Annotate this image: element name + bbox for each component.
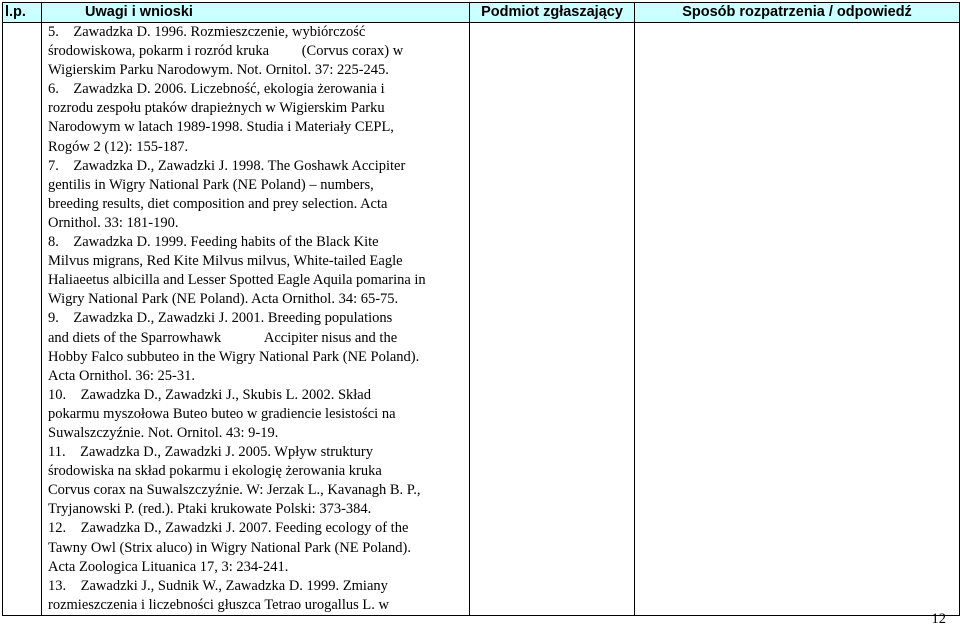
- table-header-row: [3, 3, 960, 23]
- reference-line: rozrodu zespołu ptaków drapieżnych w Wigierskim Parku: [48, 100, 385, 117]
- cell-lp: [3, 23, 42, 616]
- header-uwagi: Uwagi i wnioski: [42, 3, 470, 23]
- reference-line: Wigierskim Parku Narodowym. Not. Ornitol. 37: 225-245.: [48, 62, 389, 79]
- reference-line: Acta Ornithol. 36: 25-31.: [48, 367, 195, 384]
- reference-line: Tawny Owl (Strix aluco) in Wigry National Park (NE Poland).: [48, 539, 411, 556]
- reference-line: and diets of the Sparrowhawk Accipiter nisus and the: [48, 329, 398, 346]
- reference-item: [48, 23, 469, 80]
- reference-item: [48, 233, 469, 309]
- reference-line: Milvus migrans, Red Kite Milvus milvus, White-tailed Eagle: [48, 253, 403, 270]
- reference-item: [48, 80, 469, 156]
- table-row: [3, 23, 960, 616]
- reference-item: [48, 309, 469, 385]
- reference-item: [48, 157, 469, 233]
- reference-line: breeding results, diet composition and prey selection. Acta: [48, 195, 388, 212]
- cell-podmiot: [470, 23, 635, 616]
- reference-line: Ornithol. 33: 181-190.: [48, 214, 179, 231]
- references-list: [42, 23, 469, 615]
- reference-item: [48, 577, 469, 615]
- reference-line: Corvus corax na Suwalszczyźnie. W: Jerzak L., Kavanagh B. P.,: [48, 482, 421, 499]
- reference-line: 11. Zawadzka D., Zawadzki J. 2005. Wpływ struktury: [48, 444, 373, 461]
- reference-line: 6. Zawadzka D. 2006. Liczebność, ekologia żerowania i: [48, 81, 385, 98]
- reference-line: środowiskowa, pokarm i rozród kruka (Corvus corax) w: [48, 43, 404, 60]
- page-number: 12: [931, 611, 946, 627]
- reference-line: 10. Zawadzka D., Zawadzki J., Skubis L. 2002. Skład: [48, 386, 371, 403]
- header-lp: l.p.: [3, 3, 42, 23]
- reference-item: [48, 386, 469, 443]
- reference-line: Acta Zoologica Lituanica 17, 3: 234-241.: [48, 558, 289, 575]
- reference-line: Hobby Falco subbuteo in the Wigry National Park (NE Poland).: [48, 348, 420, 365]
- reference-line: Rogów 2 (12): 155-187.: [48, 138, 189, 155]
- consultation-table: [2, 2, 960, 616]
- reference-line: Narodowym w latach 1989-1998. Studia i Materiały CEPL,: [48, 119, 394, 136]
- reference-line: gentilis in Wigry National Park (NE Poland) – numbers,: [48, 176, 374, 193]
- reference-line: środowiska na skład pokarmu i ekologię żerowania kruka: [48, 463, 382, 480]
- reference-line: 13. Zawadzki J., Sudnik W., Zawadzka D. 1999. Zmiany: [48, 577, 388, 594]
- reference-line: 8. Zawadzka D. 1999. Feeding habits of the Black Kite: [48, 234, 379, 251]
- reference-line: Tryjanowski P. (red.). Ptaki krukowate Polski: 373-384.: [48, 501, 372, 518]
- reference-line: 5. Zawadzka D. 1996. Rozmieszczenie, wybiórczość: [48, 24, 366, 40]
- reference-item: [48, 443, 469, 519]
- reference-line: Suwalszczyźnie. Not. Ornitol. 43: 9-19.: [48, 424, 279, 441]
- header-sposob: Sposób rozpatrzenia / odpowiedź: [635, 3, 960, 23]
- cell-sposob: [635, 23, 960, 616]
- reference-line: rozmieszczenia i liczebności głuszca Tetrao urogallus L. w: [48, 596, 389, 613]
- reference-line: 7. Zawadzka D., Zawadzki J. 1998. The Goshawk Accipiter: [48, 157, 406, 174]
- reference-line: Haliaeetus albicilla and Lesser Spotted Eagle Aquila pomarina in: [48, 272, 426, 289]
- cell-uwagi: [42, 23, 470, 616]
- reference-line: 12. Zawadzka D., Zawadzki J. 2007. Feeding ecology of the: [48, 520, 409, 537]
- header-podmiot: Podmiot zgłaszający: [470, 3, 635, 23]
- reference-line: pokarmu myszołowa Buteo buteo w gradiencie lesistości na: [48, 405, 396, 422]
- reference-item: [48, 519, 469, 576]
- reference-line: 9. Zawadzka D., Zawadzki J. 2001. Breeding populations: [48, 310, 393, 327]
- reference-line: Wigry National Park (NE Poland). Acta Ornithol. 34: 65-75.: [48, 291, 399, 308]
